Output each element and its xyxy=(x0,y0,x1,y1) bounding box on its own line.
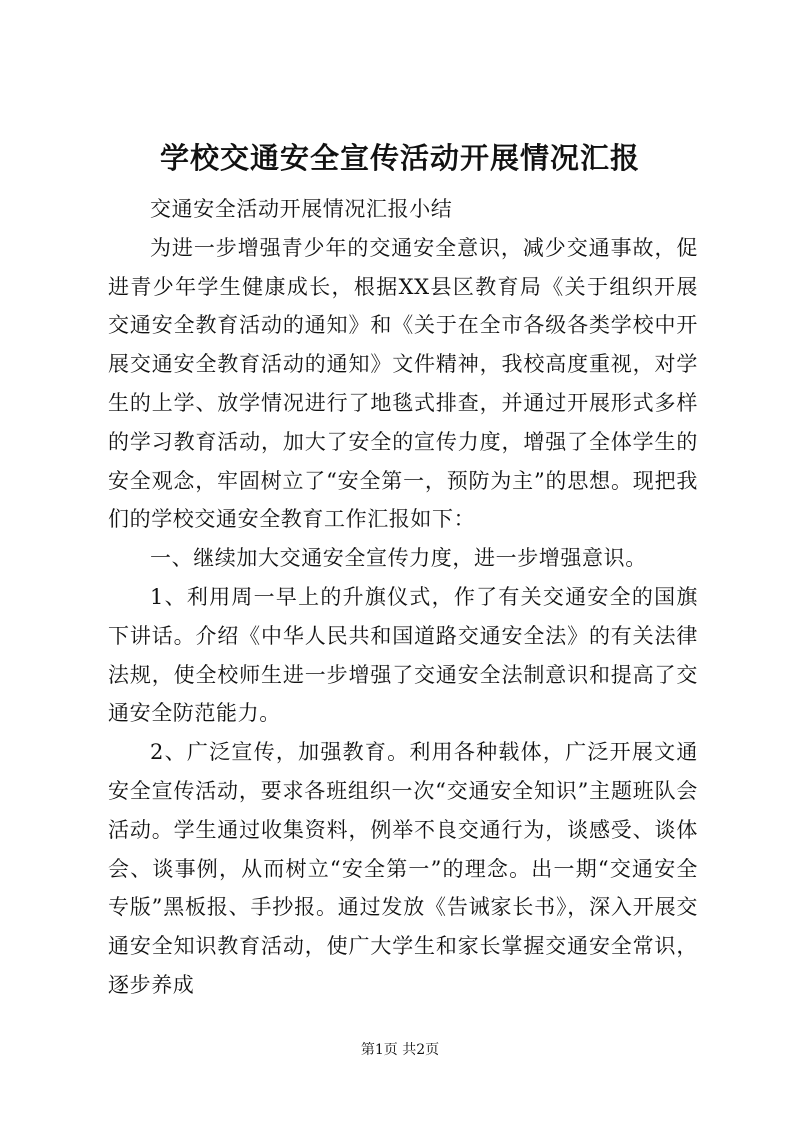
body-paragraph-item-1: 1、利用周一早上的升旗仪式，作了有关交通安全的国旗下讲话。介绍《中华人民共和国道路交通安全法》的有关法律法规，使全校师生进一步增强了交通安全法制意识和提高了交通安全防范能力。 xyxy=(108,584,698,726)
intro-paragraph: 为进一步增强青少年的交通安全意识，减少交通事故，促进青少年学生健康成长，根据XX县区教育局《关于组织开展交通安全教育活动的通知》和《关于在全市各级各类学校中开展交通安全教育活动的通知》文件精神，我校高度重视，对学生的上学、放学情况进行了地毯式排查，并通过开展形式多样的学习教育活动，加大了安全的宣传力度，增强了全体学生的安全观念，牢固树立了“安全第一，预防为主”的思想。现把我们的学校交通安全教育工作汇报如下： xyxy=(108,235,698,532)
section-heading-1: 一、继续加大交通安全宣传力度，进一步增强意识。 xyxy=(150,546,647,571)
document-body xyxy=(108,190,698,1005)
subtitle-paragraph: 交通安全活动开展情况汇报小结 xyxy=(150,197,453,221)
document-title: 学校交通安全宣传活动开展情况汇报 xyxy=(159,141,640,175)
body-paragraph-item-2: 2、广泛宣传，加强教育。利用各种载体，广泛开展文通安全宣传活动，要求各班组织一次“交通安全知识”主题班队会活动。学生通过收集资料，例举不良交通行为，谈感受、谈体会、谈事例，从而树立“安全第一”的理念。出一期“交通安全专版”黑板报、手抄报。通过发放《告诫家长书》，深入开展交通安全知识教育活动，使广大学生和家长掌握交通安全常识，逐步养成 xyxy=(108,740,698,997)
page-footer: 第1页 共2页 xyxy=(360,1042,440,1058)
